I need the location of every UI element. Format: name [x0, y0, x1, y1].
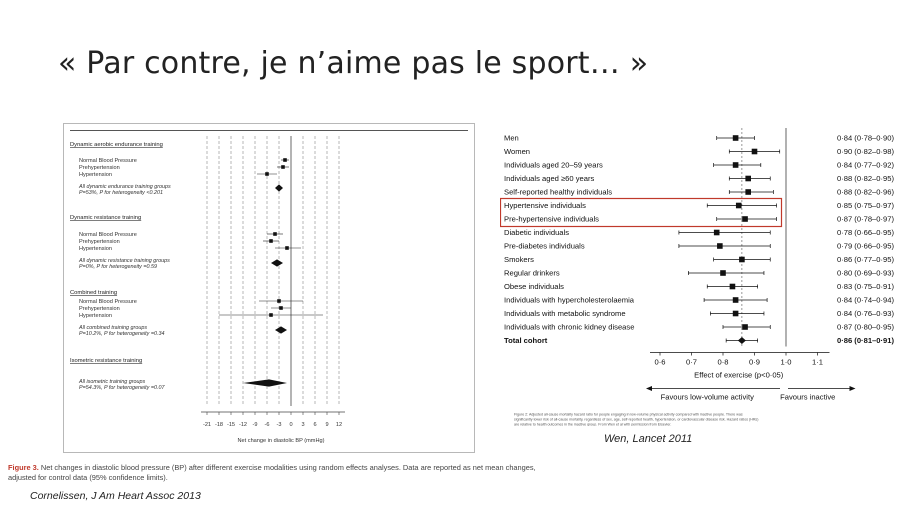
row-label: Individuals aged ≥60 years [504, 174, 595, 183]
x-tick-label: -12 [238, 422, 248, 428]
point-estimate [733, 311, 739, 317]
row-label: Regular drinkers [504, 268, 560, 278]
x-tick-label: 0 [289, 422, 293, 428]
row-value: 0·88 (0·82–0·95) [837, 174, 894, 183]
x-tick-label: 3 [301, 422, 305, 428]
caption-line: are relative to health outcomes in the inactive group. From Wen et al with permission from Elsevier. [514, 422, 672, 426]
favours-right-label: Favours inactive [780, 392, 836, 402]
left-caption-label: Figure 3. [8, 463, 39, 472]
slide-title: « Par contre, je n’aime pas le sport… » [58, 46, 649, 81]
row-label: Women [504, 147, 531, 156]
group-heading: Dynamic resistance training [70, 215, 142, 221]
row-label: Hypertension [79, 313, 112, 319]
row-label: Obese individuals [504, 282, 564, 291]
group-heading: Isometric resistance training [70, 358, 143, 364]
point-estimate [745, 176, 751, 182]
caption-line: significantly lower risk of all-cause mortality, regardless of sex, age, self-reported health, hypertension, or cardiovascular disease risk. Hazard ratios (HRs) [514, 417, 759, 422]
summary-diamond [275, 184, 283, 191]
x-tick-label: -6 [264, 422, 270, 428]
row-label: Men [504, 133, 519, 143]
x-axis-label: Net change in diastolic BP (mmHg) [237, 438, 325, 444]
summary-diamond [271, 259, 283, 266]
x-tick-label: 0·7 [686, 357, 697, 367]
row-value: 0·84 (0·78–0·90) [837, 133, 894, 143]
x-tick-label: -21 [202, 422, 212, 428]
row-label: Pre-hypertensive individuals [504, 214, 599, 224]
row-value: 0·87 (0·80–0·95) [837, 322, 894, 332]
summary-label: All combined training groups [79, 325, 148, 331]
x-tick-label: 0·8 [717, 357, 729, 367]
row-label: Diabetic individuals [504, 228, 570, 237]
row-value: 0·78 (0·66–0·95) [837, 228, 894, 237]
favours-right-arrowhead [850, 386, 856, 391]
x-axis-label: Effect of exercise (p<0·05) [694, 370, 784, 380]
point-estimate [269, 313, 273, 317]
point-estimate [742, 216, 748, 222]
point-estimate [730, 284, 736, 290]
row-value: 0·86 (0·77–0·95) [837, 255, 894, 264]
left-caption-text: Net changes in diastolic blood pressure (BP) after different exercise modalities using random effects analyses. Data are reported as net mean changes, adjusted for control data (95% confidence limits). [8, 463, 536, 482]
caption-line: Figure 2: Adjusted all-cause mortality hazard ratio for people engaging in low-volume physical activity compared with inactive people. There was [514, 412, 743, 417]
row-label: Prehypertension [79, 165, 120, 171]
point-estimate [269, 239, 273, 243]
summary-label: All isometric training groups [79, 379, 146, 385]
row-label: Total cohort [504, 336, 548, 345]
summary-label: All dynamic resistance training groups [79, 258, 170, 264]
point-estimate [733, 162, 739, 168]
summary-label: P=0%, P for heterogeneity =0.59 [79, 264, 158, 270]
row-value: 0·84 (0·74–0·94) [837, 295, 894, 305]
row-value: 0·83 (0·75–0·91) [837, 282, 894, 291]
x-tick-label: -9 [252, 422, 258, 428]
summary-label: P=54.3%, P for heterogeneity =0.07 [79, 385, 165, 391]
x-tick-label: 6 [313, 422, 317, 428]
group-heading: Dynamic aerobic endurance training [70, 142, 163, 148]
x-tick-label: 0·6 [654, 357, 666, 367]
left-figure-caption [8, 463, 538, 483]
x-tick-label: -15 [226, 422, 236, 428]
row-label: Prehypertension [79, 239, 120, 245]
favours-left-arrowhead [646, 386, 652, 391]
summary-label: All dynamic endurance training groups [79, 184, 171, 190]
point-estimate [733, 135, 739, 141]
point-estimate [745, 189, 751, 195]
row-label: Individuals with chronic kidney disease [504, 322, 635, 332]
row-label: Normal Blood Pressure [79, 232, 137, 238]
row-value: 0·90 (0·82–0·98) [837, 147, 894, 156]
row-value: 0·87 (0·78–0·97) [837, 214, 894, 224]
point-estimate [742, 324, 748, 330]
x-tick-label: 1·0 [780, 357, 792, 367]
summary-label: P=53%, P for heterogeneity <0.201 [79, 190, 164, 196]
right-forest-plot [500, 128, 900, 426]
row-label: Individuals with hypercholesterolaemia [504, 295, 635, 305]
row-label: Smokers [504, 255, 534, 264]
row-label: Normal Blood Pressure [79, 158, 137, 164]
point-estimate [273, 232, 277, 236]
row-label: Pre-diabetes individuals [504, 241, 585, 251]
x-tick-label: 12 [335, 422, 343, 428]
point-estimate [752, 149, 758, 155]
row-value: 0·80 (0·69–0·93) [837, 268, 894, 278]
left-forest-plot [64, 124, 476, 454]
point-estimate [717, 243, 723, 249]
point-estimate [281, 165, 285, 169]
x-tick-label: -18 [214, 422, 224, 428]
point-estimate [739, 257, 745, 263]
x-tick-label: 0·9 [749, 357, 760, 367]
right-citation: Wen, Lancet 2011 [604, 433, 693, 445]
row-value: 0·85 (0·75–0·97) [837, 201, 894, 210]
summary-diamond [275, 326, 287, 333]
group-heading: Combined training [70, 290, 118, 296]
x-tick-label: 1·1 [812, 357, 823, 367]
row-label: Individuals aged 20–59 years [504, 160, 603, 170]
row-label: Normal Blood Pressure [79, 299, 137, 305]
row-label: Hypertensive individuals [504, 201, 586, 210]
row-value: 0·88 (0·82–0·96) [837, 187, 894, 197]
row-value: 0·79 (0·66–0·95) [837, 241, 894, 251]
point-estimate [714, 230, 720, 236]
row-label: Hypertension [79, 246, 112, 252]
summary-diamond [243, 379, 287, 386]
row-label: Self-reported healthy individuals [504, 187, 613, 197]
point-estimate [720, 270, 726, 276]
point-estimate [265, 172, 269, 176]
x-tick-label: -3 [276, 422, 282, 428]
left-citation: Cornelissen, J Am Heart Assoc 2013 [30, 490, 201, 502]
point-estimate [279, 306, 283, 310]
point-estimate [277, 299, 281, 303]
row-label: Individuals with metabolic syndrome [504, 309, 626, 318]
point-estimate [285, 246, 289, 250]
row-value: 0·86 (0·81–0·91) [837, 336, 894, 345]
row-label: Prehypertension [79, 306, 120, 312]
point-estimate [733, 297, 739, 303]
point-estimate [283, 158, 287, 162]
favours-left-label: Favours low-volume activity [660, 392, 754, 402]
point-estimate [736, 203, 742, 209]
row-value: 0·84 (0·77–0·92) [837, 160, 894, 170]
left-figure-panel [63, 123, 475, 453]
summary-label: P=10.2%, P for heterogeneity =0.34 [79, 331, 165, 337]
summary-diamond [738, 337, 746, 344]
x-tick-label: 9 [325, 422, 329, 428]
row-label: Hypertension [79, 172, 112, 178]
row-value: 0·84 (0·76–0·93) [837, 309, 894, 318]
